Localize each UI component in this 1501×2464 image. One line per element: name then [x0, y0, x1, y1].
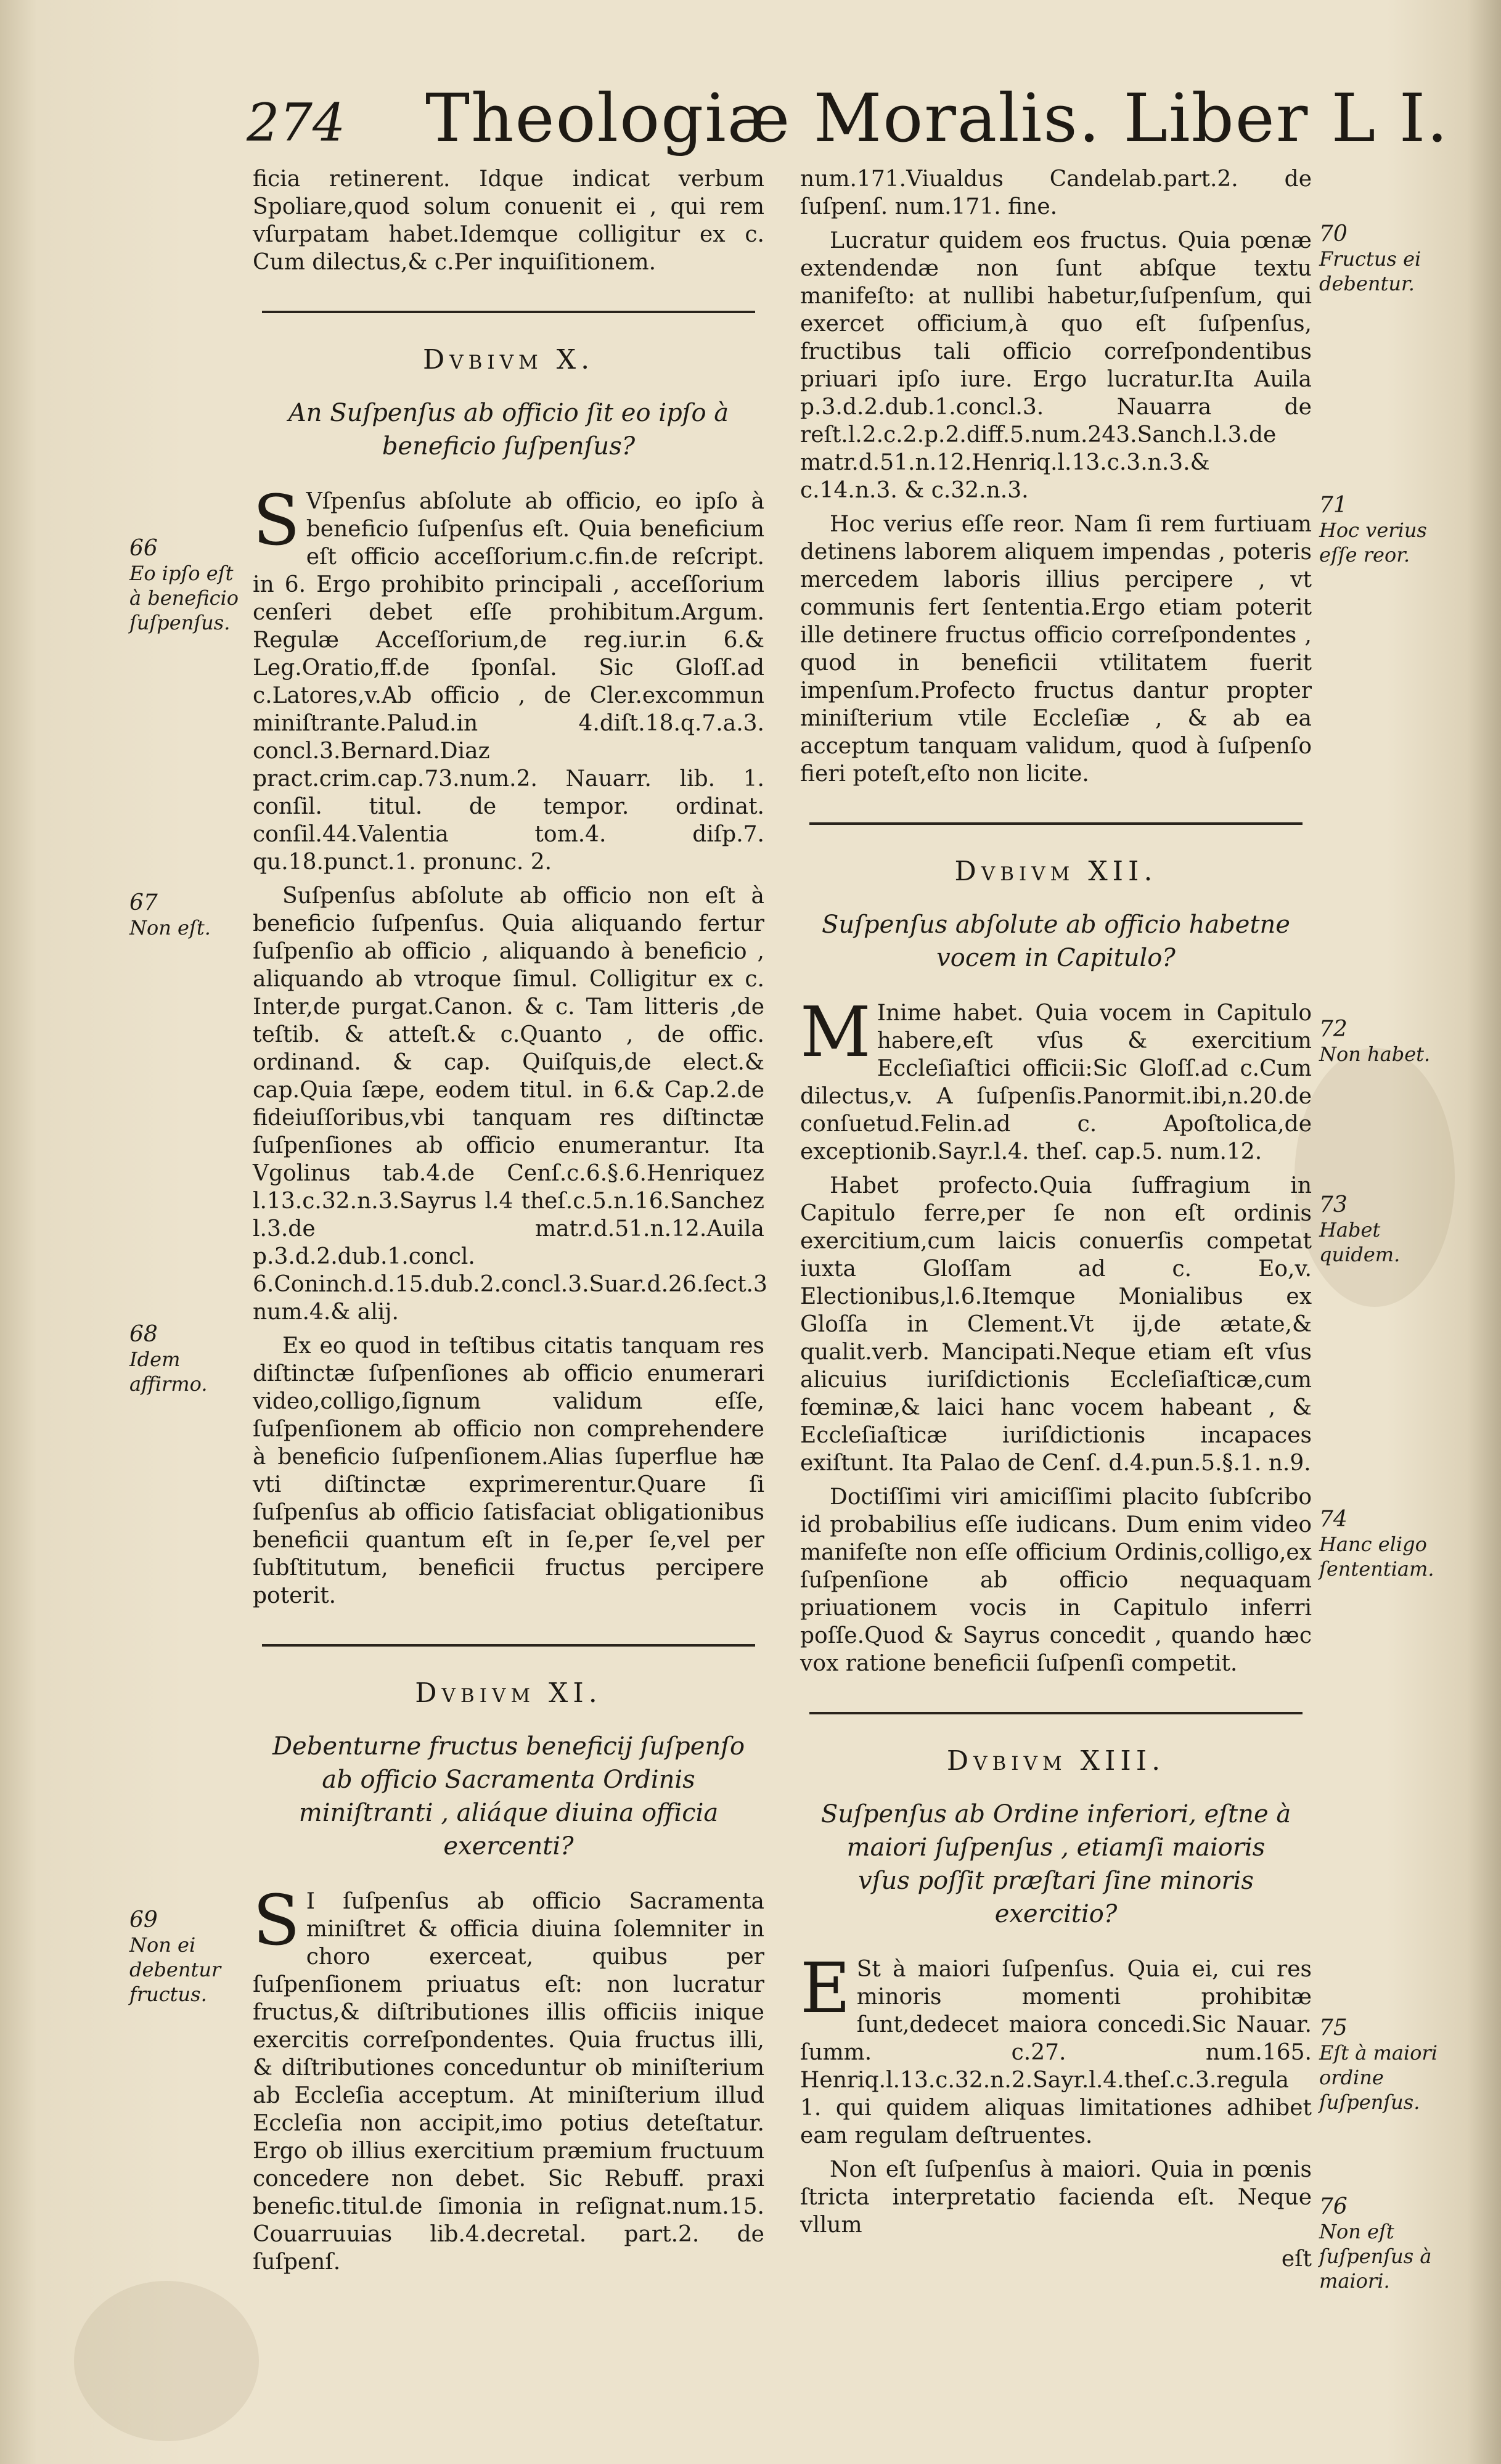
- right-column: [800, 165, 1312, 2279]
- paragraph-text: I ſuſpenſus ab officio Sacramenta miniſtret & officia diuina ſolemniter in choro exerceat, quibus per ſuſpenſionem priuatus eſt: non lucratur fructus,& diſtributiones illis officiis inique exercitis correſpondentes. Quia fructus illi, & diſtributiones conceduntur ob miniſterium ab Eccleſia acceptum. At miniſterium illud Eccleſia non accipit,imo potius deteſtatur. Ergo ob illius exercitium præmium fructuum concedere non debet. Sic Rebuff. praxi benefic.titul.de ſimonia in reſignat.num.15. Couarruuias lib.4.decretal. part.2. de ſuſpenſ.: [253, 1889, 764, 2275]
- section-rule: [262, 311, 755, 313]
- paragraph: [253, 1881, 764, 2276]
- marginal-text: Eſt à maiori ordine ſuſpenſus.: [1319, 2041, 1438, 2114]
- paragraph: Hoc verius eſſe reor. Nam ſi rem furtiuam detinens laborem aliquem impendas , poteris mercedem laboris illius percipere , vt communis fert ſententia.Ergo etiam poterit ille detinere fructus officio correſpondentes , quod in beneficii vtilitatem fuerit impenſum.Profecto fructus dantur propter miniſterium vtile Eccleſiæ , & ab ea acceptum tanquam validum, quod à ſuſpenſo fieri poteſt,eſto non licite.: [800, 512, 1312, 787]
- marginal-text: Non eſt ſuſpenſus à maiori.: [1319, 2220, 1432, 2293]
- paragraph: Habet profecto.Quia ſuffragium in Capitulo ferre,per ſe non eſt ordinis exercitium,cum laicis conuerſis competat iuxta Gloſſam ad c. Eo,v. Electionibus,l.6.Itemque Monialibus ex Gloſſa in Clement.Vt ij,de ætate,& qualit.verb. Mancipati.Neque etiam eſt vſus alicuius iuriſdictionis Eccleſiaſticæ,cum fœminæ,& laici hanc vocem habeant , & Eccleſiaſticæ iuriſdictionis incapaces exiſtunt. Ita Palao de Cenſ. d.4.pun.5.§.1. n.9.: [800, 1173, 1312, 1476]
- running-header: [247, 80, 1449, 166]
- dubium-heading: Dvbivm X.: [422, 344, 595, 375]
- paragraph-text: Inime habet. Quia vocem in Capitulo habere,eſt vſus & exercitium Eccleſiaſtici officii:Sic Gloſſ.ad c.Cum dilectus,v. A ſuſpenſis.Panormit.ibi,n.20.de conſuetud.Felin.ad c. Apoſtolica,de exceptionib.Sayr.l.4. theſ. cap.5. num.12.: [800, 1001, 1312, 1164]
- marginal-number: 68: [129, 1322, 158, 1347]
- section-rule: [809, 822, 1303, 825]
- marginal-text: Idem affirmo.: [129, 1348, 208, 1396]
- marginal-number: 66: [129, 536, 158, 561]
- paragraph-text: St à maiori ſuſpenſus. Quia ei, cui res minoris momenti prohibitæ ſunt,dedecet maiora concedi.Sic Nauar. ſumm. c.27. num.165. Henriq.l.13.c.32.n.2.Sayr.l.4.theſ.c.3.regula 1. qui quidem aliquas limitationes adhibet eam regulam deſtruentes.: [800, 1957, 1312, 2148]
- marginal-note: [129, 1322, 247, 1396]
- dubium-heading: Dvbivm XI.: [415, 1677, 602, 1709]
- marginal-text: Non ei debentur fructus.: [129, 1933, 221, 2006]
- paper-stain: [1294, 1048, 1455, 1307]
- paragraph: [800, 1949, 1312, 2150]
- marginal-number: 67: [129, 890, 158, 915]
- paragraph: Ex eo quod in teſtibus citatis tanquam res diſtinctæ ſuſpenſiones ab officio enumerari video,colligo,ſignum validum eſſe, ſuſpenſionem ab officio non comprehendere à beneficio ſuſpenſionem.Alias ſuperflue hæ vti diſtinctæ exprimerentur.Quare ſi ſuſpenſus ab officio ſatisfaciat obligationibus beneficii quantum eſt in ſe,per ſe,vel per ſubſtitutum, beneficii fructus percipere poterit.: [253, 1333, 764, 1608]
- running-title: Theologiæ Moralis. Liber L I.: [425, 80, 1449, 157]
- marginal-text: Hoc verius eſſe reor.: [1319, 518, 1427, 567]
- marginal-text: Non eſt.: [129, 916, 211, 939]
- drop-cap: S: [253, 1881, 300, 1961]
- paragraph: ficia retinerent. Idque indicat verbum Spoliare,quod solum conuenit ei , qui rem vſurpatam habet.Idemque colligitur ex c. Cum dilectus,& c.Per inquiſitionem.: [253, 166, 764, 275]
- marginal-note: [129, 1908, 247, 2007]
- marginal-number: 69: [129, 1907, 158, 1933]
- marginal-note: [1319, 2195, 1467, 2293]
- marginal-text: Fructus ei debentur.: [1319, 247, 1421, 295]
- paragraph: num.171.Viualdus Candelab.part.2. de ſuſpenſ. num.171. fine.: [800, 166, 1312, 219]
- marginal-note: [129, 891, 247, 940]
- marginal-note: [1319, 1507, 1467, 1581]
- marginal-number: 73: [1319, 1192, 1348, 1218]
- marginal-text: Hanc eligo ſententiam.: [1319, 1533, 1434, 1581]
- paragraph: [253, 481, 764, 876]
- marginal-number: 75: [1319, 2015, 1348, 2040]
- dubium-question: An Suſpenſus ab officio ſit eo ipſo à beneficio ſuſpenſus?: [288, 399, 729, 460]
- paragraph: Lucratur quidem eos fructus. Quia pœnæ extendendæ non ſunt abſque textu manifeſto: at nullibi habetur,ſuſpenſum, qui exercet officium,à quo eſt ſuſpenſus, fructibus tali officio correſpondentibus priuari ipſo iure. Ergo lucratur.Ita Auila p.3.d.2.dub.1.concl.3. Nauarra de reſt.l.2.c.2.p.2.diff.5.num.243.Sanch.l.3.de matr.d.51.n.12.Henriq.l.13.c.3.n.3.& c.14.n.3. & c.32.n.3.: [800, 228, 1312, 503]
- paper-stain: [74, 2281, 259, 2441]
- marginal-note: [1319, 222, 1467, 296]
- paragraph: Doctiſſimi viri amiciſſimi placito ſubſcribo id probabilius eſſe iudicans. Dum enim video manifeſte non eſſe officium Ordinis,colligo,ex ſuſpenſione ab officio nequaquam priuationem vocis in Capitulo inferri poſſe.Quod & Sayrus concedit , quando hæc vox ratione beneficii ſuſpenſi competit.: [800, 1484, 1312, 1676]
- section-rule: [809, 1712, 1303, 1714]
- marginal-number: 70: [1319, 221, 1348, 247]
- page-number: 274: [247, 92, 346, 153]
- marginal-note: [1319, 1193, 1467, 1267]
- drop-cap: M: [800, 993, 871, 1073]
- marginal-note: [1319, 1017, 1467, 1066]
- marginal-number: 76: [1319, 2194, 1348, 2219]
- drop-cap: E: [800, 1949, 851, 2029]
- paragraph: Non eſt ſuſpenſus à maiori. Quia in pœnis ſtricta interpretatio facienda eſt. Neque vllum: [800, 2157, 1312, 2238]
- paragraph: [800, 993, 1312, 1166]
- dubium-heading: Dvbivm XII.: [954, 856, 1158, 887]
- dubium-question: Debenturne fructus beneficij ſuſpenſo ab officio Sacramenta Ordinis miniſtranti , aliáque diuina officia exercenti?: [272, 1732, 745, 1860]
- paragraph: Suſpenſus abſolute ab officio non eſt à beneficio ſuſpenſus. Quia aliquando fertur ſuſpenſio ab officio , aliquando à beneficio , aliquando ab vtroque ſimul. Colligitur ex c. Inter,de purgat.Canon. & c. Tam litteris ,de teſtib. & atteſt.& c.Quanto , de offic. ordinand. & cap. Quiſquis,de elect.& cap.Quia ſæpe, eodem titul. in 6.& Cap.2.de fideiuſſoribus,vbi tanquam res diſtinctæ ſuſpenſiones ab officio enumerantur. Ita Vgolinus tab.4.de Cenſ.c.6.§.6.Henriquez l.13.c.32.n.3.Sayrus l.4 theſ.c.5.n.16.Sanchez l.3.de matr.d.51.n.12.Auila p.3.d.2.dub.1.concl. 6.Coninch.d.15.dub.2.concl.3.Suar.d.26.ſect.3 num.4.& alij.: [253, 883, 767, 1325]
- left-column: [253, 165, 767, 2282]
- marginal-note: [1319, 493, 1467, 567]
- marginal-text: Non habet.: [1319, 1042, 1431, 1066]
- marginal-number: 71: [1319, 493, 1348, 518]
- catchword: eſt: [1281, 2246, 1312, 2272]
- marginal-text: Habet quidem.: [1319, 1218, 1401, 1266]
- dubium-question: Suſpenſus abſolute ab officio habetne vocem in Capitulo?: [822, 911, 1290, 972]
- section-rule: [262, 1644, 755, 1647]
- marginal-note: [1319, 2016, 1467, 2114]
- paragraph-text: Vſpenſus abſolute ab officio, eo ipſo à beneficio ſuſpenſus eſt. Quia beneficium eſt officio acceſſorium.c.fin.de reſcript. in 6. Ergo prohibito principali , acceſſorium cenſeri debet eſſe prohibitum.Argum. Regulæ Acceſſorium,de reg.iur.in 6.& Leg.Oratio,ff.de ſponſal. Sic Gloſſ.ad c.Latores,v.Ab officio , de Cler.excommun miniſtrante.Palud.in 4.diſt.18.q.7.a.3. concl.3.Bernard.Diaz pract.crim.cap.73.num.2. Nauarr. lib. 1. conſil. titul. de tempor. ordinat. conſil.44.Valentia tom.4. diſp.7. qu.18.punct.1. pronunc. 2.: [253, 489, 764, 875]
- marginal-note: [129, 536, 247, 635]
- dubium-heading: Dvbivm XIII.: [946, 1745, 1166, 1777]
- drop-cap: S: [253, 481, 300, 561]
- marginal-number: 72: [1319, 1017, 1348, 1042]
- dubium-question: Suſpenſus ab Ordine inferiori, eſtne à maiori ſuſpenſus , etiamſi maioris vſus poſſit præſtari ſine minoris exercitio?: [820, 1800, 1291, 1928]
- marginal-text: Eo ipſo eſt à beneficio ſuſpenſus.: [129, 562, 239, 634]
- marginal-number: 74: [1319, 1507, 1348, 1532]
